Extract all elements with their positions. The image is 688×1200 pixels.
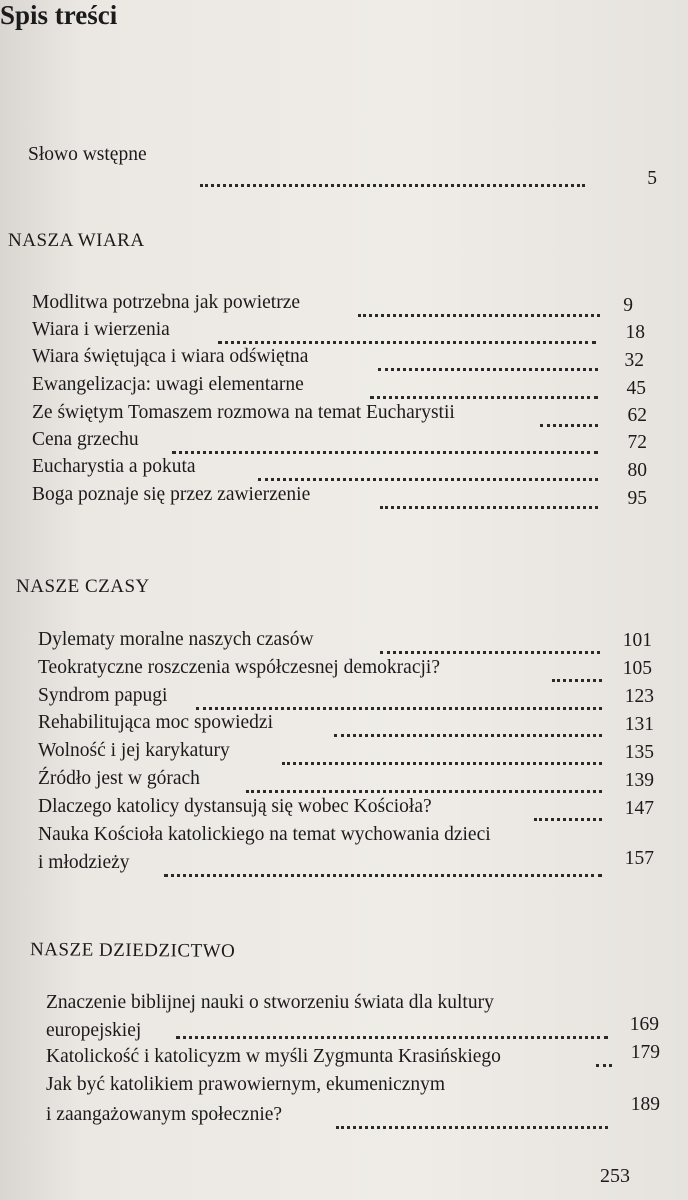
toc-entry [32, 427, 139, 453]
toc-entry-label-line2: i zaangażowanym społecznie? [46, 1104, 283, 1125]
toc-page-number: 95 [627, 488, 647, 509]
toc-entry [38, 655, 440, 681]
toc-entry [32, 400, 455, 426]
toc-entry-continued [46, 1018, 141, 1044]
toc-page-number: 139 [624, 770, 654, 791]
toc-page-number: 123 [624, 686, 654, 707]
toc-entry-continued [38, 850, 130, 876]
leader-dots [380, 484, 598, 509]
toc-page-number: 80 [627, 460, 647, 481]
leader-dots [378, 346, 598, 371]
toc-entry-label: Nauka Kościoła katolickiego na temat wychowania dzieci [38, 824, 491, 845]
toc-entry [38, 766, 200, 792]
leader-dots [282, 740, 602, 765]
toc-entry [32, 317, 170, 343]
toc-page-number: 101 [622, 630, 652, 651]
toc-entry [32, 344, 308, 370]
toc-page-number: 147 [624, 798, 654, 819]
leader-dots [334, 712, 602, 737]
toc-entry [38, 822, 491, 848]
toc-entry-intro [28, 142, 147, 168]
toc-entry-label: Boga poznaje się przez zawierzenie [32, 484, 311, 505]
section-heading: NASZE CZASY [16, 576, 150, 597]
toc-entry-label-line2: europejskiej [46, 1020, 142, 1041]
toc-page-number: 189 [630, 1094, 660, 1115]
toc-page-number: 32 [624, 350, 644, 371]
toc-entry [32, 454, 196, 480]
leader-dots [218, 319, 596, 344]
toc-entry-label: Słowo wstępne [28, 144, 147, 165]
toc-entry-label: Cena grzechu [32, 429, 139, 450]
toc-entry-label: Wiara i wierzenia [32, 319, 170, 340]
toc-page-number: 72 [627, 432, 647, 453]
toc-entry-label: Znaczenie biblijnej nauki o stworzeniu świata dla kultury [46, 992, 494, 1013]
leader-dots [164, 852, 602, 877]
toc-entry-label: Rehabilitująca moc spowiedzi [38, 712, 274, 733]
toc-entry-label: Wolność i jej karykatury [38, 740, 230, 761]
toc-entry [38, 683, 167, 709]
leader-dots [200, 162, 585, 187]
toc-entry-label: Wiara świętująca i wiara odświętna [32, 346, 309, 367]
toc-entry [38, 710, 273, 736]
page-title: Spis treści [0, 0, 118, 30]
leader-dots [336, 1104, 608, 1129]
toc-entry [38, 738, 230, 764]
section-heading: NASZA WIARA [8, 230, 145, 251]
toc-entry [32, 482, 310, 508]
toc-page-number: 62 [627, 405, 647, 426]
toc-page-number: 179 [630, 1042, 660, 1063]
toc-entry-continued [46, 1102, 282, 1128]
toc-entry-label: Ze świętym Tomaszem rozmowa na temat Eucharystii [32, 402, 455, 423]
toc-entry-label: Katolickość i katolicyzm w myśli Zygmunta Krasińskiego [46, 1046, 501, 1067]
toc-entry-label: Teokratyczne roszczenia współczesnej demokracji? [38, 657, 440, 678]
page-number: 253 [600, 1165, 630, 1187]
toc-entry-label-line2: i młodzieży [38, 852, 130, 873]
toc-page-number: 5 [647, 168, 657, 189]
toc-entry [46, 1044, 501, 1070]
toc-entry [46, 1072, 445, 1098]
toc-page-number: 45 [626, 378, 646, 399]
leader-dots [370, 374, 598, 399]
toc-page-number: 157 [624, 848, 654, 869]
leader-dots [176, 1014, 608, 1039]
leader-dots [196, 685, 602, 710]
toc-entry-label: Źródło jest w górach [38, 768, 200, 789]
toc-entry-label: Modlitwa potrzebna jak powietrze [32, 292, 301, 313]
toc-page-number: 105 [622, 658, 652, 679]
leader-dots [246, 768, 602, 793]
section-heading: NASZE DZIEDZICTWO [29, 939, 236, 962]
toc-page-number: 18 [625, 322, 645, 343]
toc-page-number: 9 [623, 295, 633, 316]
toc-entry [32, 372, 304, 398]
toc-entry [38, 627, 314, 653]
toc-entry [32, 290, 300, 316]
leader-dots [172, 429, 598, 454]
toc-entry [46, 990, 494, 1016]
leader-dots [380, 629, 600, 654]
toc-page-number: 131 [624, 714, 654, 735]
toc-entry [38, 794, 432, 820]
leader-dots [258, 456, 598, 481]
toc-entry-label: Syndrom papugi [38, 685, 168, 706]
toc-page-number: 169 [629, 1014, 659, 1035]
toc-entry-label: Dlaczego katolicy dystansują się wobec Kościoła? [38, 796, 432, 817]
toc-entry-label: Dylematy moralne naszych czasów [38, 629, 314, 650]
toc-page-number: 135 [624, 742, 654, 763]
toc-entry-label: Jak być katolikiem prawowiernym, ekumenicznym [46, 1074, 446, 1095]
toc-entry-label: Eucharystia a pokuta [32, 456, 196, 477]
toc-entry-label: Ewangelizacja: uwagi elementarne [32, 374, 304, 395]
